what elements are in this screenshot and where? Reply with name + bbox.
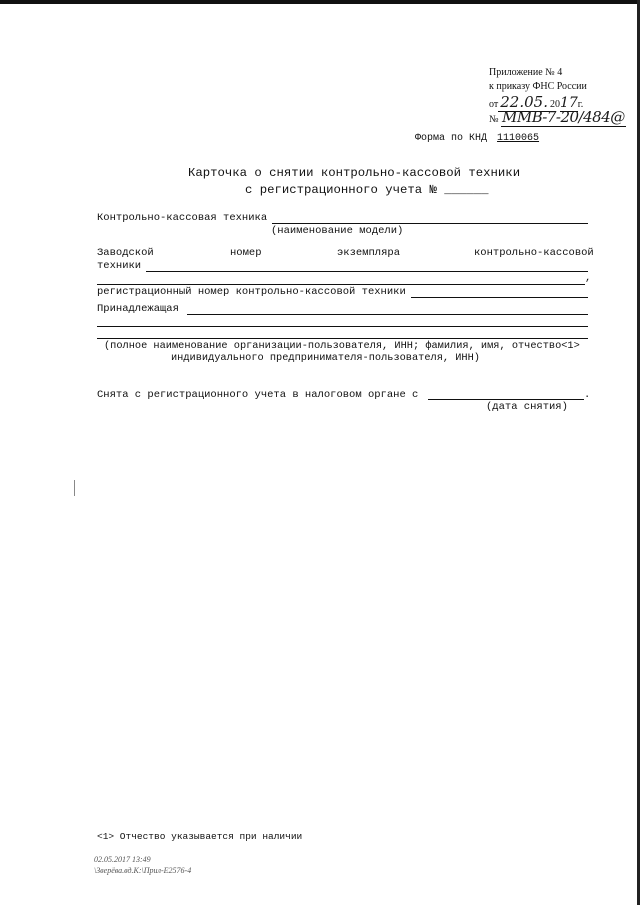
owner-line-3 xyxy=(97,338,588,339)
title-line2-text: с регистрационного учета № xyxy=(245,183,437,197)
handwritten-order-number: ММВ-7-20/484@ xyxy=(502,108,625,126)
serial-number-line-2 xyxy=(97,284,585,285)
form-title-line1: Карточка о снятии контрольно-кассовой техники xyxy=(188,166,521,180)
serial-word-5: техники xyxy=(97,260,142,272)
serial-word-2: номер xyxy=(230,247,262,259)
handwritten-date: 22.05. xyxy=(500,93,548,111)
removal-date-caption: (дата снятия) xyxy=(486,401,568,413)
form-title-line2 xyxy=(245,183,489,197)
form-code-value: 1110065 xyxy=(497,133,540,144)
owner-caption-line1: (полное наименование организации-пользователя, ИНН; фамилия, имя, отчество<1> xyxy=(104,340,580,352)
appendix-line1: Приложение № 4 xyxy=(489,67,563,78)
date-prefix: от xyxy=(489,99,499,110)
kkt-label: Контрольно-кассовая техника xyxy=(97,212,268,224)
owner-label: Принадлежащая xyxy=(97,303,179,315)
removed-label: Снята с регистрационного учета в налоговом органе с xyxy=(97,389,419,401)
form-code-label: Форма по КНД xyxy=(415,133,488,144)
serial-word-3: экземпляра xyxy=(337,247,401,259)
owner-line-1 xyxy=(187,314,588,315)
print-stamp-line1: 02.05.2017 13:49 xyxy=(94,855,151,864)
owner-caption-line2: индивидуального предпринимателя-пользователя, ИНН) xyxy=(171,352,480,364)
form-code xyxy=(415,133,539,144)
serial-number-line-1 xyxy=(146,271,588,272)
print-stamp-line2: \Зверёва.вд.К:\Прил-Е2576-4 xyxy=(94,866,192,875)
scan-edge-top xyxy=(0,0,640,4)
serial-word-4: контрольно-кассовой xyxy=(474,247,594,259)
registration-number-blank: ______ xyxy=(444,183,489,197)
removal-date-line xyxy=(428,399,584,400)
reg-number-label: регистрационный номер контрольно-кассовой техники xyxy=(97,286,406,298)
kkt-model-line xyxy=(272,223,588,224)
owner-line-2 xyxy=(97,326,588,327)
year-suffix: г. xyxy=(577,99,584,110)
footnote: <1> Отчество указывается при наличии xyxy=(97,831,303,842)
appendix-line4 xyxy=(489,108,626,126)
number-prefix: № xyxy=(489,114,499,125)
handwritten-year: 17 xyxy=(559,95,578,111)
appendix-line2: к приказу ФНС России xyxy=(489,81,587,92)
reg-number-line xyxy=(411,297,588,298)
serial-word-1: Заводской xyxy=(97,247,154,259)
scan-artifact xyxy=(74,480,75,496)
serial-comma: , xyxy=(585,272,592,284)
kkt-model-caption: (наименование модели) xyxy=(271,225,404,237)
removed-period: . xyxy=(584,389,591,401)
year-prefix: 20 xyxy=(549,99,560,110)
